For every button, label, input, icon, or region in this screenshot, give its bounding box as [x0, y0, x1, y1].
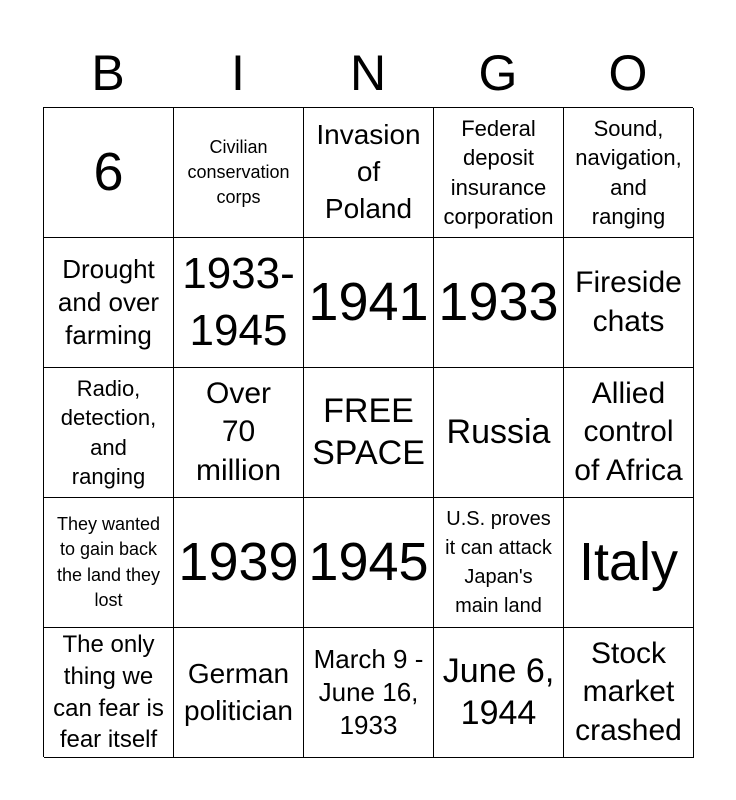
- bingo-cell: [304, 238, 434, 368]
- bingo-cell: [304, 628, 434, 758]
- header-letter-b: B: [91, 45, 125, 101]
- bingo-cell: [174, 498, 304, 628]
- bingo-cell: [434, 368, 564, 498]
- free-space-cell: [304, 368, 434, 498]
- bingo-cell: [434, 238, 564, 368]
- bingo-cell: [434, 108, 564, 238]
- bingo-cell: [44, 108, 174, 238]
- bingo-cell: [564, 108, 694, 238]
- cell-text: Radio, detection, and ranging: [60, 376, 157, 489]
- header-letter-n: N: [349, 45, 387, 101]
- cell-text: Drought and over farming: [57, 253, 160, 351]
- cell-text: The only thing we can fear is fear itself: [53, 631, 164, 754]
- cell-text: 1941: [308, 272, 429, 333]
- cell-text: Italy: [578, 532, 679, 593]
- bingo-cell: [564, 628, 694, 758]
- cell-text: 1939: [178, 532, 299, 593]
- cell-text: U.S. proves it can attack Japan's main land: [445, 507, 552, 617]
- bingo-cell: [174, 238, 304, 368]
- bingo-board: [43, 107, 693, 757]
- cell-text: 6: [93, 142, 124, 203]
- header-letter-i: I: [231, 45, 245, 101]
- bingo-cell: [304, 498, 434, 628]
- cell-text: Federal deposit insurance corporation: [443, 116, 554, 229]
- bingo-header: [43, 40, 693, 106]
- bingo-cell: [44, 498, 174, 628]
- bingo-cell: [304, 108, 434, 238]
- cell-text: 1933- 1945: [182, 249, 295, 355]
- bingo-cell: [44, 628, 174, 758]
- bingo-cell: [174, 628, 304, 758]
- bingo-cell: [434, 628, 564, 758]
- bingo-cell: [174, 368, 304, 498]
- cell-text: Stock market crashed: [575, 637, 682, 747]
- cell-text: June 6, 1944: [442, 652, 555, 732]
- cell-text: Civilian conservation corps: [187, 136, 290, 208]
- cell-text: They wanted to gain back the land they lost: [56, 514, 161, 610]
- header-letter-g: G: [478, 45, 518, 101]
- cell-text: Allied control of Africa: [574, 377, 683, 487]
- cell-text: FREE SPACE: [312, 392, 425, 472]
- bingo-cell: [564, 238, 694, 368]
- bingo-cell: [174, 108, 304, 238]
- cell-text: 1945: [308, 532, 429, 593]
- cell-text: 1933: [438, 272, 559, 333]
- bingo-cell: [44, 238, 174, 368]
- bingo-cell: [564, 498, 694, 628]
- header-letter-o: O: [608, 45, 648, 101]
- bingo-cell: [434, 498, 564, 628]
- cell-text: March 9 - June 16, 1933: [313, 643, 424, 741]
- cell-text: Sound, navigation, and ranging: [575, 116, 682, 229]
- cell-text: Over 70 million: [195, 377, 282, 487]
- cell-text: Fireside chats: [575, 266, 682, 338]
- bingo-cell: [44, 368, 174, 498]
- bingo-cell: [564, 368, 694, 498]
- cell-text: Russia: [446, 412, 551, 451]
- cell-text: Invasion of Poland: [316, 119, 421, 224]
- cell-text: German politician: [184, 657, 293, 726]
